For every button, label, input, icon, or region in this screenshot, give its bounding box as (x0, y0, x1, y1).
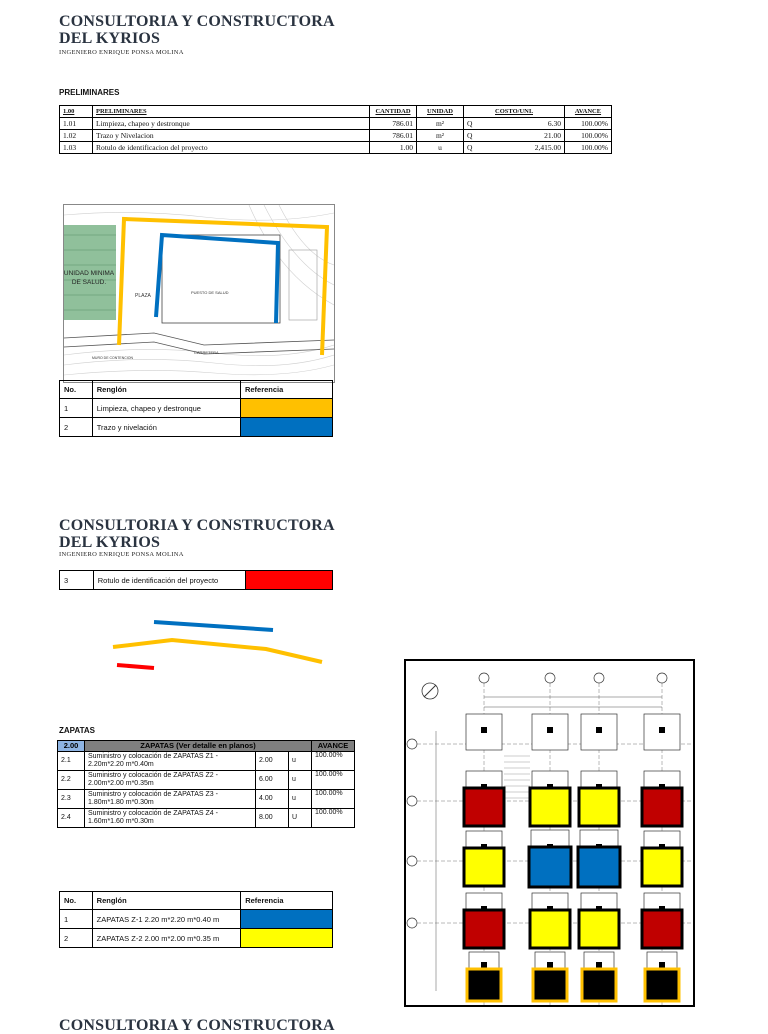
ref-row (60, 910, 333, 929)
column-square (547, 727, 553, 733)
row-currency: Q (464, 142, 491, 154)
axis-bubble (407, 856, 417, 866)
ref-row-name: ZAPATAS Z-2 2.00 m*2.00 m*0.35 m (92, 929, 241, 948)
footing-colored (464, 848, 504, 886)
zapatas-table (57, 740, 355, 828)
zap-header-row (58, 741, 355, 752)
footing-colored (530, 788, 570, 826)
row-currency: Q (464, 130, 491, 142)
footing-colored (464, 788, 504, 826)
muro-label: MURO DE CONTENCION (92, 356, 134, 360)
reference-table-2 (59, 891, 333, 948)
ref-row (60, 418, 333, 437)
axis-bubble (407, 739, 417, 749)
row-unit: m² (417, 130, 464, 142)
column-square (596, 727, 602, 733)
ref-col-renglon: Renglón (92, 381, 240, 399)
row-qty: 1.00 (370, 142, 417, 154)
ref-col-renglon: Renglón (92, 892, 241, 910)
column-square (547, 962, 553, 968)
zap-row-code: 2.1 (58, 752, 85, 771)
zap-row-code: 2.3 (58, 790, 85, 809)
zap-row-qty: 2.00 (256, 752, 289, 771)
ref-row-no: 2 (60, 929, 93, 948)
footing-colored (579, 910, 619, 948)
zap-col-advance: AVANCE (312, 741, 355, 752)
footing-colored (642, 788, 682, 826)
column-square (481, 727, 487, 733)
zap-row-desc: Suministro y colocación de ZAPATAS Z2 - 2.00m*2.00 m*0.35m (85, 771, 256, 790)
ref-swatch-blue (241, 910, 333, 929)
ref-col-referencia: Referencia (241, 892, 333, 910)
col-qty: CANTIDAD (370, 106, 417, 118)
zap-row-code: 2.4 (58, 809, 85, 828)
ref-row-no: 1 (60, 910, 93, 929)
engineer-name: INGENIERO ENRIQUE PONSA MOLINA (59, 49, 184, 56)
zap-row-desc: Suministro y colocación de ZAPATAS Z3 - 1.80m*1.80 m*0.30m (85, 790, 256, 809)
row-unit: u (417, 142, 464, 154)
ref-swatch-red (246, 571, 333, 590)
row-code: 1.02 (60, 130, 93, 142)
zapatas-label: ZAPATAS (59, 726, 95, 735)
zap-row-advance: 100.00% (312, 752, 355, 771)
ref-swatch-blue (240, 418, 332, 437)
ref-row-name: Trazo y nivelación (92, 418, 240, 437)
footing-colored (645, 969, 679, 1001)
plaza-label: PLAZA (135, 293, 151, 299)
zap-row-qty: 8.00 (256, 809, 289, 828)
company-line-1: CONSULTORIA Y CONSTRUCTORA (59, 13, 335, 30)
row-code: 1.01 (60, 118, 93, 130)
preliminares-label: PRELIMINARES (59, 88, 120, 97)
ref-row (60, 399, 333, 418)
footing-colored (578, 847, 620, 887)
foundation-plan-drawing (406, 661, 693, 1005)
footing-colored (642, 848, 682, 886)
company-title (59, 13, 335, 47)
row-advance: 100.00% (565, 130, 612, 142)
company-title-3: CONSULTORIA Y CONSTRUCTORA (59, 1017, 335, 1034)
engineer-name-2: INGENIERO ENRIQUE PONSA MOLINA (59, 551, 184, 558)
red-line (117, 665, 154, 668)
foundation-plan (404, 659, 695, 1007)
footing-colored (582, 969, 616, 1001)
col-desc: PRELIMINARES (93, 106, 370, 118)
row-cost: 2,415.00 (490, 142, 564, 154)
table-row (60, 118, 612, 130)
zap-row-advance: 100.00% (312, 771, 355, 790)
unidad-label-line-1: UNIDAD MINIMA (63, 270, 115, 277)
axis-bubble (594, 673, 604, 683)
axis-bubble (407, 918, 417, 928)
ref-row (60, 929, 333, 948)
col-code: 1.00 (60, 106, 93, 118)
zap-row (58, 809, 355, 828)
zap-row-qty: 4.00 (256, 790, 289, 809)
axis-bubble (479, 673, 489, 683)
ref-row (60, 571, 333, 590)
row-desc: Limpieza, chapeo y destronque (93, 118, 370, 130)
ref-row-no: 3 (60, 571, 94, 590)
unidad-label (63, 269, 117, 287)
table-row (60, 130, 612, 142)
footing-colored (642, 910, 682, 948)
blue-line (154, 622, 273, 630)
table-row (60, 142, 612, 154)
zap-row (58, 790, 355, 809)
zap-row-advance: 100.00% (312, 809, 355, 828)
row-cost: 21.00 (490, 130, 564, 142)
ref-col-no: No. (60, 892, 93, 910)
row-advance: 100.00% (565, 118, 612, 130)
row-advance: 100.00% (565, 142, 612, 154)
ref-row-name: ZAPATAS Z-1 2.20 m*2.20 m*0.40 m (92, 910, 241, 929)
col-adv: AVANCE (565, 106, 612, 118)
row-qty: 786.01 (370, 118, 417, 130)
zap-row-desc: Suministro y colocación de ZAPATAS Z1 - 2.20m*2.20 m*0.40m (85, 752, 256, 771)
ref-row-name: Limpieza, chapeo y destronque (92, 399, 240, 418)
row-qty: 786.01 (370, 130, 417, 142)
column-square (596, 962, 602, 968)
reference-table-1 (59, 380, 333, 437)
axis-bubble (657, 673, 667, 683)
ref-row-name: Rotulo de identificación del proyecto (93, 571, 245, 590)
zap-col-title: ZAPATAS (Ver detalle en planos) (85, 741, 312, 752)
footing-colored (533, 969, 567, 1001)
row-desc: Rotulo de identificacion del proyecto (93, 142, 370, 154)
row-desc: Trazo y Nivelacion (93, 130, 370, 142)
row-cost: 6.30 (490, 118, 564, 130)
zap-row-desc: Suministro y colocación de ZAPATAS Z4 - 1.60m*1.60 m*0.30m (85, 809, 256, 828)
footing-colored (579, 788, 619, 826)
zap-row-code: 2.2 (58, 771, 85, 790)
ref-header-row (60, 892, 333, 910)
preliminares-table (59, 105, 612, 154)
row-unit: m² (417, 118, 464, 130)
zap-row (58, 771, 355, 790)
column-square (481, 962, 487, 968)
zap-row-advance: 100.00% (312, 790, 355, 809)
company-line-2: DEL KYRIOS (59, 534, 161, 551)
carretera-label: CARRETERA (194, 350, 219, 355)
col-unit: UNIDAD (417, 106, 464, 118)
ref-header-row (60, 381, 333, 399)
axis-bubble (545, 673, 555, 683)
ref-swatch-orange (240, 399, 332, 418)
col-cost: COSTO/UNI. (464, 106, 565, 118)
zap-row-unit: u (289, 790, 312, 809)
ref-row-no: 1 (60, 399, 93, 418)
orange-line (113, 640, 322, 662)
row-currency: Q (464, 118, 491, 130)
zap-row-unit: u (289, 771, 312, 790)
column-square (659, 962, 665, 968)
footing-colored (530, 910, 570, 948)
puesto-label: PUESTO DE SALUD (191, 290, 229, 295)
zap-row-qty: 6.00 (256, 771, 289, 790)
north-arrow-needle (424, 685, 436, 697)
zap-row-unit: u (289, 752, 312, 771)
row-code: 1.03 (60, 142, 93, 154)
reference-row-3 (59, 570, 333, 590)
axis-bubble (407, 796, 417, 806)
footing-colored (529, 847, 571, 887)
company-line-1: CONSULTORIA Y CONSTRUCTORA (59, 517, 335, 534)
ref-swatch-yellow (241, 929, 333, 948)
footing-colored (467, 969, 501, 1001)
company-line-2: DEL KYRIOS (59, 30, 161, 47)
zap-row (58, 752, 355, 771)
line-legend-sketch (110, 615, 330, 675)
ref-col-referencia: Referencia (240, 381, 332, 399)
ref-col-no: No. (60, 381, 93, 399)
zap-row-unit: U (289, 809, 312, 828)
table-header-row (60, 106, 612, 118)
unidad-label-line-2: DE SALUD. (71, 279, 107, 286)
site-plan (63, 204, 335, 383)
company-title-2 (59, 517, 335, 551)
footing-colored (464, 910, 504, 948)
column-square (659, 727, 665, 733)
zap-col-code: 2.00 (58, 741, 85, 752)
ref-row-no: 2 (60, 418, 93, 437)
